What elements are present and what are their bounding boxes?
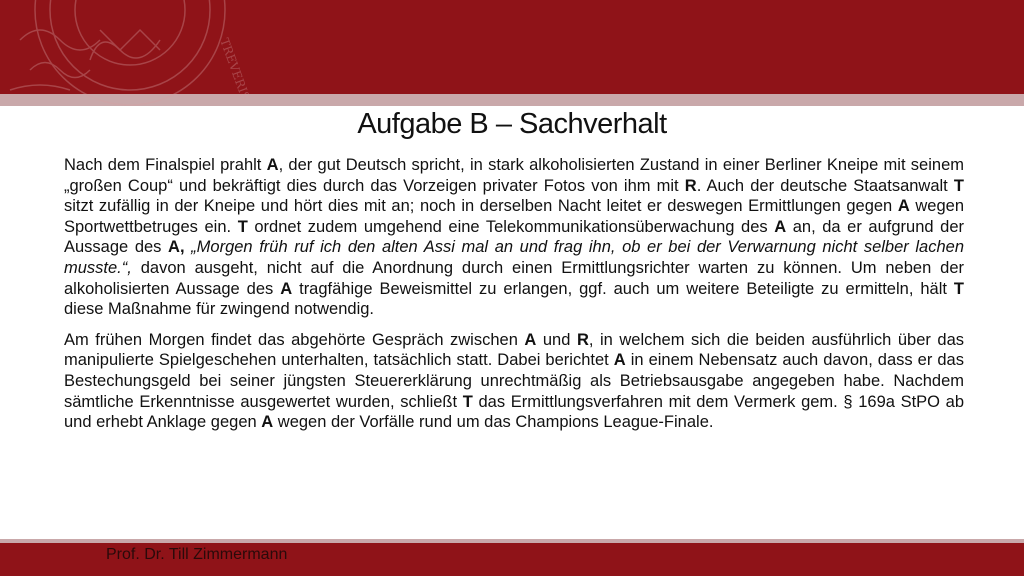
bold-text: A bbox=[280, 279, 293, 298]
paragraph-1 bbox=[64, 155, 964, 320]
text-run: tragfähige Beweismittel zu erlangen, ggf. auch um weitere Beteiligte zu ermitteln, hält bbox=[292, 279, 954, 298]
italic-quote: „Morgen früh ruf ich den alten Assi mal an und frag ihn, ob er bei der Verwarnung nicht selber lachen musste.“, bbox=[64, 238, 964, 277]
bold-text: A bbox=[613, 351, 626, 370]
slide-title: Aufgabe B – Sachverhalt bbox=[357, 108, 667, 140]
bold-text: A bbox=[897, 197, 910, 216]
text-run: und bbox=[536, 330, 577, 349]
case-text bbox=[64, 155, 964, 443]
svg-text:TREVERIS: TREVERIS bbox=[217, 36, 253, 103]
bold-text: R bbox=[684, 176, 697, 195]
bold-text: T bbox=[237, 217, 248, 236]
bold-text: A bbox=[774, 217, 787, 236]
text-run: an, da er aufgrund der Aussage des bbox=[64, 217, 965, 257]
text-run: davon ausgeht, nicht auf die Anordnung durch einen Ermittlungsrichter warten zu können. Um neben der alkoholisierten Aussage des bbox=[64, 258, 964, 298]
bold-text: A, bbox=[168, 238, 185, 257]
bold-text: A bbox=[266, 156, 279, 174]
footer-author: Prof. Dr. Till Zimmermann bbox=[106, 546, 288, 563]
university-seal-icon bbox=[0, 0, 270, 106]
bold-text: A bbox=[524, 330, 537, 349]
text-run: wegen der Vorfälle rund um das Champions League-Finale. bbox=[273, 413, 714, 432]
text-run: in einem Nebensatz auch davon, dass er das Bestechungsgeld bei seiner jüngsten Steuererklärung unrechtmäßig als Betriebsausgabe angegeben habe. Nachdem sämtliche Erkenntnisse ausgewertet wurden, schließt bbox=[64, 351, 964, 411]
text-run: , der gut Deutsch spricht, in stark alkoholisierten Zustand in einer Berliner Kneipe mit seinem „großen Coup“ und bekräftigt dies durch das Vorzeigen privater Fotos von ihm mit bbox=[64, 156, 964, 195]
text-run: . Auch der deutsche Staatsanwalt bbox=[696, 176, 954, 195]
text-run: wegen Sportwettbetruges ein. bbox=[64, 197, 964, 236]
bold-text: R bbox=[576, 330, 589, 349]
bold-text: T bbox=[953, 279, 964, 298]
paragraph-2 bbox=[64, 330, 964, 433]
text-run: sitzt zufällig in der Kneipe und hört dies mit an; noch in derselben Nacht leitet er deswegen Ermittlungen gegen bbox=[64, 197, 898, 216]
bold-text: A bbox=[261, 413, 274, 432]
text-run: das Ermittlungsverfahren mit dem Vermerk gem. § 169a StPO ab und erhebt Anklage gegen bbox=[64, 392, 965, 432]
text-run: Am frühen Morgen findet das abgehörte Gespräch zwischen bbox=[64, 330, 525, 349]
text-run: , in welchem sich die beiden ausführlich über das manipulierte Spielgeschehen unterhalten, tatsächlich statt. Dabei berichtet bbox=[64, 330, 964, 370]
text-run: diese Maßnahme für zwingend notwendig. bbox=[64, 300, 375, 319]
bold-text: T bbox=[462, 392, 473, 411]
text-run: ordnet zudem umgehend eine Telekommunikationsüberwachung des bbox=[247, 217, 775, 236]
text-run: Nach dem Finalspiel prahlt bbox=[64, 156, 267, 174]
bold-text: T bbox=[953, 176, 964, 195]
